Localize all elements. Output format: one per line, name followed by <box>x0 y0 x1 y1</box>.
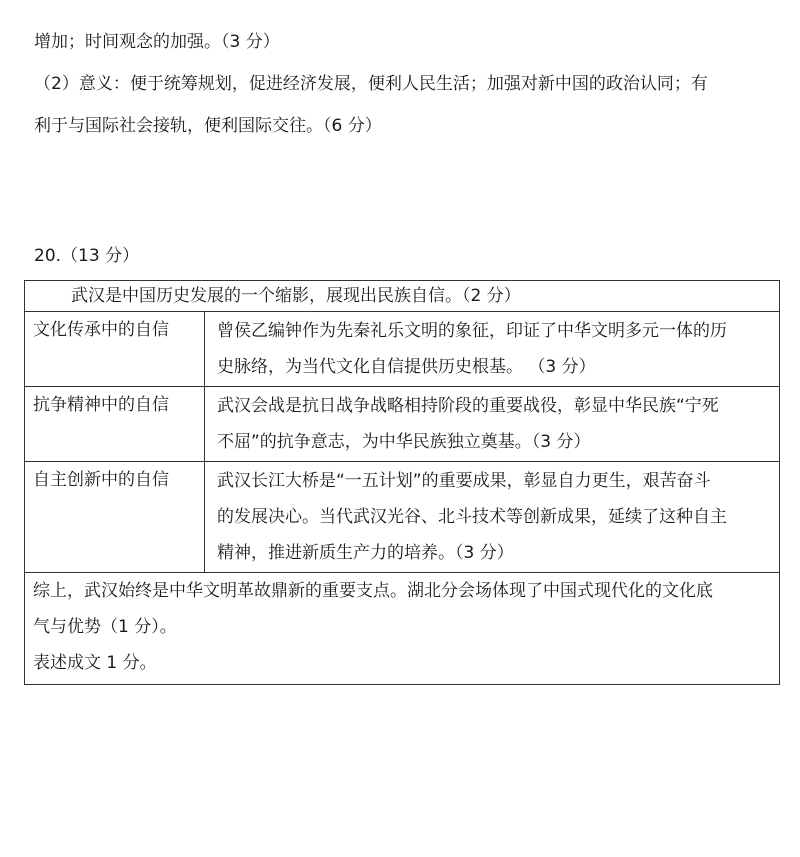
summary-line: 综上，武汉始终是中华文明革故鼎新的重要支点。湖北分会场体现了中国式现代化的文化底 <box>33 581 713 601</box>
content-line: 史脉络，为当代文化自信提供历史根基。 （3 分） <box>217 357 596 377</box>
summary-line: 气与优势（1 分）。 <box>33 617 177 637</box>
table-row-summary <box>25 573 780 685</box>
row-label-independent-innovation: 自主创新中的自信 <box>25 462 205 573</box>
row-label-cultural-heritage: 文化传承中的自信 <box>25 312 205 387</box>
row-content-cultural-heritage <box>205 312 780 387</box>
content-line: 不屈”的抗争意志，为中华民族独立奠基。（3 分） <box>217 432 591 452</box>
table-row <box>25 462 780 573</box>
previous-answer-line-2: （2）意义：便于统筹规划，促进经济发展，便利人民生活；加强对新中国的政治认同；有 <box>34 74 708 94</box>
previous-answer-line-3: 利于与国际社会接轨，便利国际交往。（6 分） <box>34 116 382 136</box>
table-row <box>25 312 780 387</box>
row-content-resistance-spirit <box>205 387 780 462</box>
row-label-resistance-spirit: 抗争精神中的自信 <box>25 387 205 462</box>
content-line: 曾侯乙编钟作为先秦礼乐文明的象征，印证了中华文明多元一体的历 <box>217 321 727 341</box>
content-line: 武汉长江大桥是“一五计划”的重要成果，彰显自力更生，艰苦奋斗 <box>217 471 711 491</box>
question-20-answer-table <box>24 280 780 685</box>
previous-answer-line-1: 增加；时间观念的加强。（3 分） <box>34 32 280 52</box>
summary-line: 表述成文 1 分。 <box>33 653 157 673</box>
row-content-independent-innovation <box>205 462 780 573</box>
question-20-title: 20.（13 分） <box>34 246 140 266</box>
content-line: 精神，推进新质生产力的培养。（3 分） <box>217 543 514 563</box>
content-line: 的发展决心。当代武汉光谷、北斗技术等创新成果，延续了这种自主 <box>217 507 727 527</box>
table-row-intro <box>25 281 780 312</box>
table-row <box>25 387 780 462</box>
content-line: 武汉会战是抗日战争战略相持阶段的重要战役，彰显中华民族“宁死 <box>217 396 719 416</box>
intro-cell: 武汉是中国历史发展的一个缩影，展现出民族自信。（2 分） <box>25 281 780 312</box>
summary-cell <box>25 573 780 685</box>
